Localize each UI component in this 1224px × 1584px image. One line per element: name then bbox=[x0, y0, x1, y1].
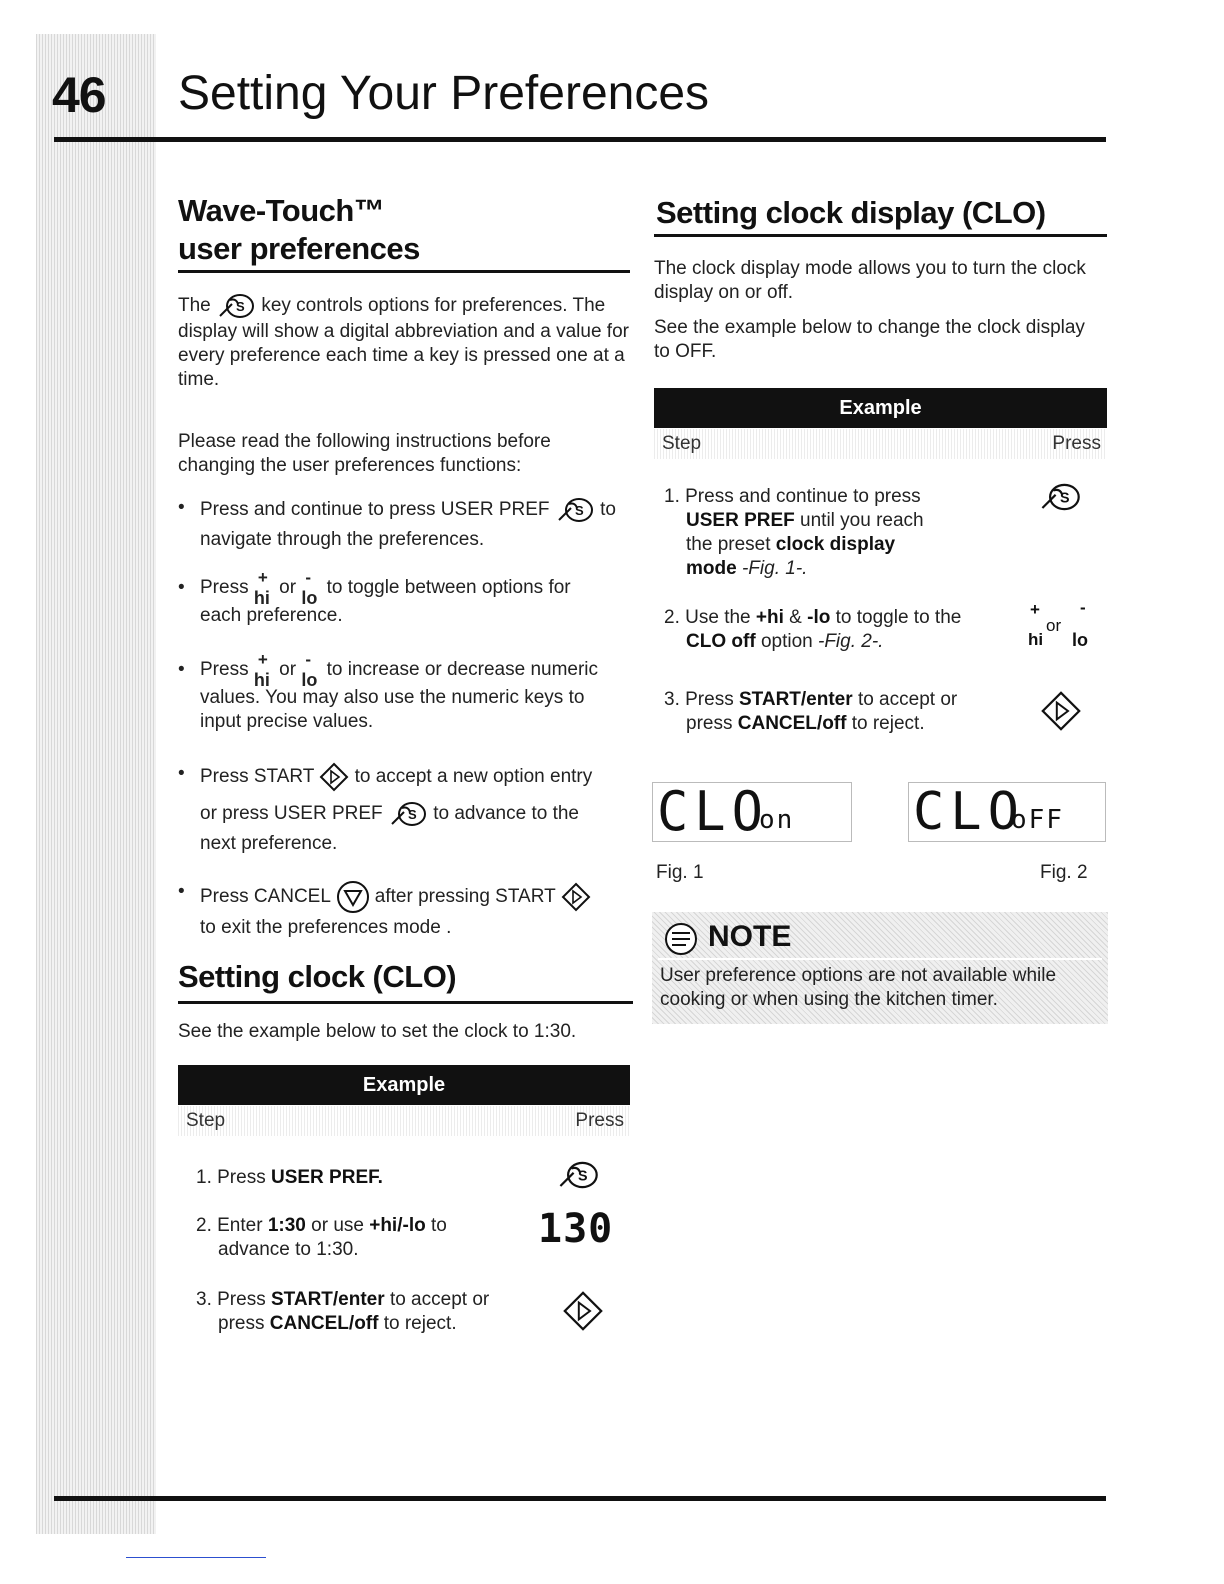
lcd-fig2: CLO oFF bbox=[908, 782, 1106, 842]
user-pref-key-icon bbox=[1038, 480, 1082, 514]
fig2-label: Fig. 2 bbox=[1040, 862, 1088, 883]
user-pref-key-icon bbox=[388, 800, 428, 828]
clock-example-header: Example bbox=[178, 1065, 630, 1105]
svg-text:S: S bbox=[236, 299, 245, 314]
wave-touch-rule bbox=[178, 270, 630, 273]
fig1-label: Fig. 1 bbox=[656, 862, 704, 883]
clock-example-subheader: Step Press bbox=[178, 1106, 630, 1136]
note-title: NOTE bbox=[708, 920, 792, 953]
clock-display-130: 130 bbox=[538, 1206, 614, 1252]
clock-intro: See the example below to set the clock to 1:30. bbox=[178, 1021, 577, 1042]
lo-key: - lo bbox=[301, 650, 318, 690]
note-rule bbox=[658, 958, 1102, 960]
cancel-key-icon bbox=[336, 880, 370, 914]
hi-or-lo-keys: + - or hi lo bbox=[1028, 598, 1088, 650]
start-key-icon bbox=[561, 882, 591, 912]
note-icon bbox=[662, 922, 700, 956]
note-text: User preference options are not available while cooking or when using the kitchen timer. bbox=[660, 965, 1057, 1010]
top-rule bbox=[54, 137, 1106, 142]
bullet-cancel: • Press CANCEL after pressing START to exit the preferences mode . bbox=[200, 880, 640, 940]
setting-clock-rule bbox=[178, 1001, 633, 1004]
user-pref-key-icon bbox=[555, 496, 595, 524]
wave-touch-heading: Wave-Touch™ user preferences bbox=[178, 193, 420, 266]
user-pref-key-icon bbox=[556, 1158, 600, 1192]
clock-display-rule bbox=[654, 234, 1107, 237]
clock-display-p2: See the example below to change the clock display to OFF. bbox=[654, 317, 1085, 362]
clock-step-1: 1. Press USER PREF. bbox=[196, 1167, 383, 1188]
bullet-start: • Press START to accept a new option entry or press USER PREF S to advance to the next preference. bbox=[178, 763, 593, 854]
clock-step-2: 2. Enter 1:30 or use +hi/-lo to advance to 1:30. bbox=[196, 1215, 447, 1260]
hi-key: + hi bbox=[253, 650, 270, 690]
read-instructions: Please read the following instructions before changing the user preferences functions: bbox=[178, 431, 551, 476]
lo-key: - lo bbox=[301, 568, 318, 608]
clock-display-p1: The clock display mode allows you to turn the clock display on or off. bbox=[654, 258, 1086, 303]
lcd-fig1: CLO on bbox=[652, 782, 852, 842]
bullet-toggle: • Press + hi or - lo to toggle between options for each preference. bbox=[178, 568, 571, 627]
display-step-2: 2. Use the +hi & -lo to toggle to the CLO off option -Fig. 2-. bbox=[664, 607, 962, 652]
svg-text:S: S bbox=[1060, 490, 1070, 507]
bottom-rule bbox=[54, 1496, 1106, 1501]
bullet-numeric: • Press + hi or - lo to increase or decrease numeric values. You may also use the numeric keys to input precise values. bbox=[178, 650, 599, 733]
intro-paragraph: The S key controls options for preferences. The display will show a digital abbreviation and a value for every preference each time a key is pressed one at a time. bbox=[178, 292, 630, 392]
start-key-icon bbox=[319, 762, 349, 792]
bottom-link-line bbox=[126, 1557, 266, 1558]
hi-key: + hi bbox=[253, 568, 270, 608]
page-side-band bbox=[36, 34, 156, 1534]
clock-display-heading: Setting clock display (CLO) bbox=[656, 195, 1046, 230]
display-step-3: 3. Press START/enter to accept or press CANCEL/off to reject. bbox=[664, 689, 958, 734]
page-number: 46 bbox=[52, 67, 106, 123]
bullet-navigate: • Press and continue to press USER PREF S to navigate through the preferences. bbox=[178, 497, 616, 550]
svg-text:S: S bbox=[407, 807, 417, 822]
note-box bbox=[652, 912, 1108, 1024]
clock-step-3: 3. Press START/enter to accept or press CANCEL/off to reject. bbox=[196, 1289, 490, 1334]
start-key-icon bbox=[562, 1290, 604, 1332]
svg-text:S: S bbox=[578, 1168, 588, 1185]
display-step-1: 1. Press and continue to press USER PREF until you reach the preset clock display mode -Fig. 1-. bbox=[664, 486, 924, 579]
display-example-header: Example bbox=[654, 388, 1107, 428]
bullet-dot: • bbox=[178, 497, 185, 518]
svg-text:S: S bbox=[574, 503, 584, 518]
display-example-subheader: Step Press bbox=[654, 429, 1107, 459]
start-key-icon bbox=[1040, 690, 1082, 732]
user-pref-key-icon bbox=[216, 292, 256, 320]
page-title: Setting Your Preferences bbox=[178, 67, 710, 120]
setting-clock-heading: Setting clock (CLO) bbox=[178, 959, 457, 994]
